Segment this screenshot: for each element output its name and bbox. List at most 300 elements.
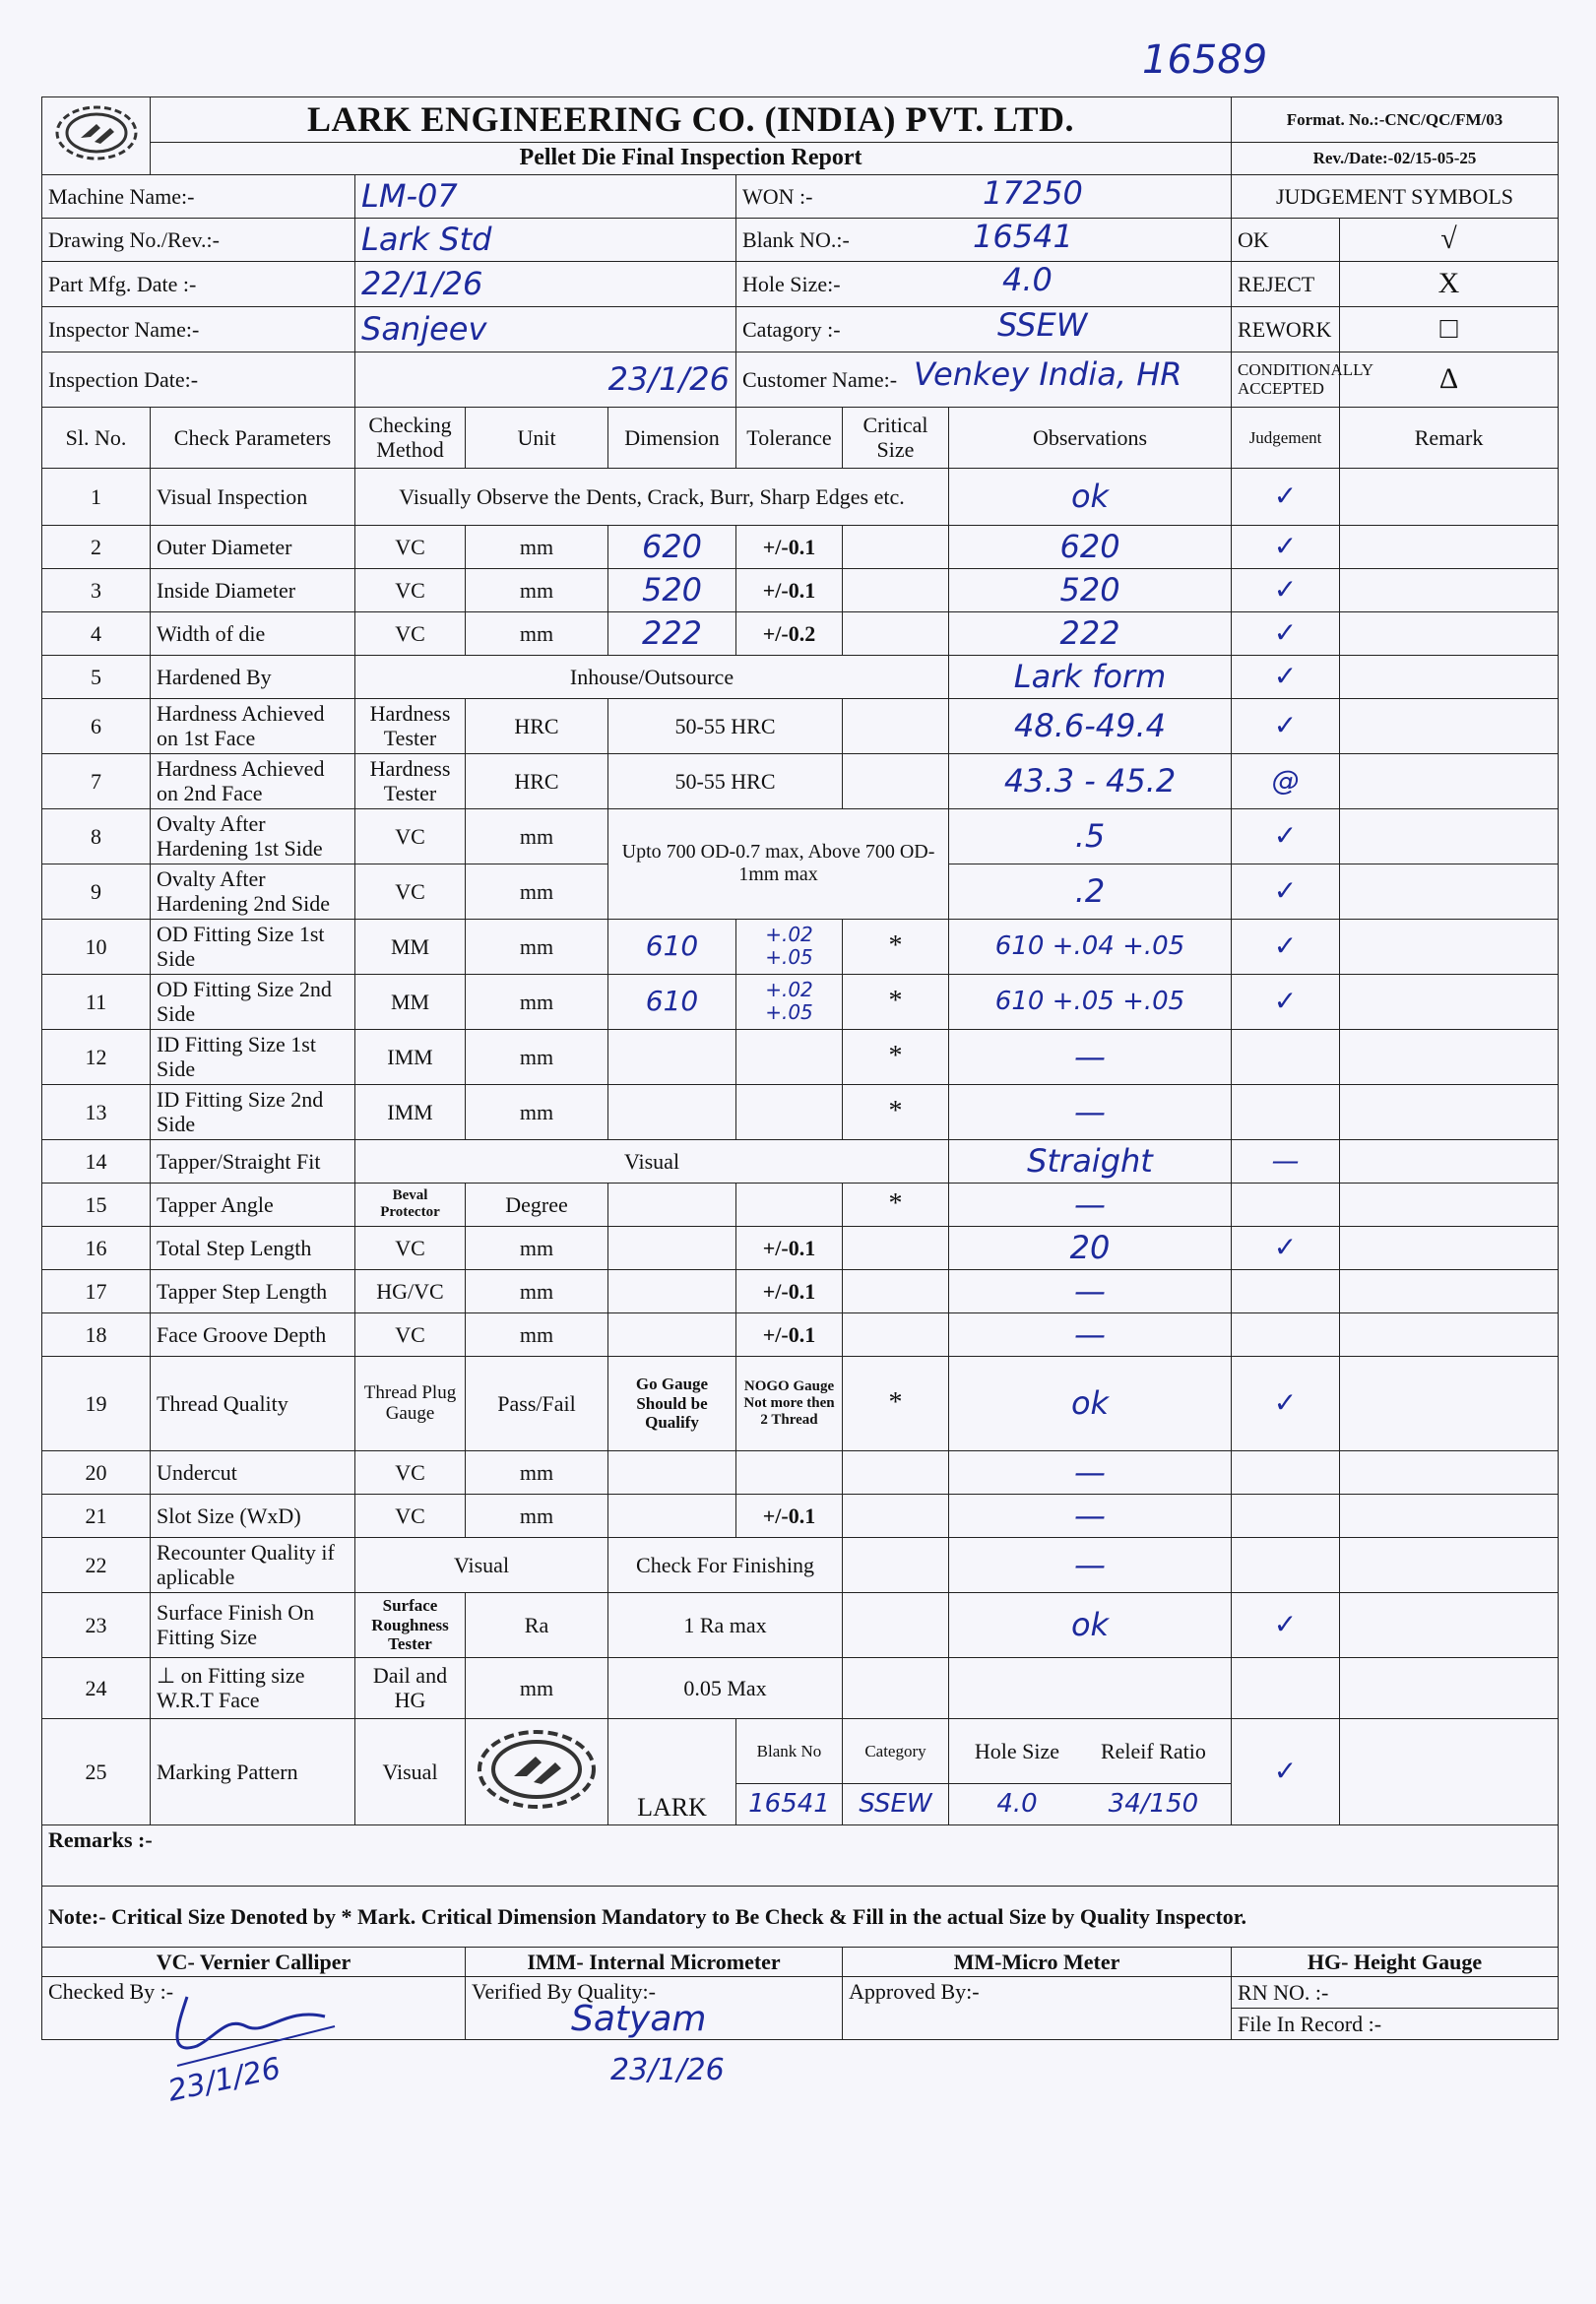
hole-size-label: Hole Size:- (742, 271, 841, 296)
dimension: 610 (608, 974, 736, 1029)
judgement-mark: @ (1232, 753, 1340, 808)
checked-by-date: 23/1/26 (164, 2051, 285, 2109)
dimension (608, 1084, 736, 1139)
critical-size (843, 1226, 949, 1269)
legend-imm: IMM- Internal Micrometer (466, 1947, 843, 1976)
remark (1340, 1139, 1559, 1183)
sl-no: 10 (42, 919, 151, 974)
table-row (42, 1356, 1559, 1450)
table-row (42, 1657, 1559, 1718)
inspection-date-label: Inspection Date:- (42, 352, 355, 407)
critical-size (843, 568, 949, 611)
blank-no-value: 16541 (973, 217, 1073, 255)
checking-method: Hardness Tester (355, 753, 466, 808)
remark (1340, 1312, 1559, 1356)
observation: — (949, 1029, 1232, 1084)
unit: mm (466, 1494, 608, 1537)
judgement-mark: ✓ (1232, 808, 1340, 864)
checking-method: VC (355, 1494, 466, 1537)
checked-by-label: Checked By :- (42, 1977, 466, 2040)
checking-method: IMM (355, 1084, 466, 1139)
critical-note: Note:- Critical Size Denoted by * Mark. Critical Dimension Mandatory to Be Check & Fill in the actual Size by Quality Inspector. (42, 1886, 1559, 1947)
sl-no: 18 (42, 1312, 151, 1356)
check-parameter: Hardened By (151, 655, 355, 698)
unit: mm (466, 1657, 608, 1718)
check-parameter: Tapper Step Length (151, 1269, 355, 1312)
marking-hole-header: Hole Size (974, 1738, 1060, 1763)
merged-spec: Visually Observe the Dents, Crack, Burr, Sharp Edges etc. (355, 468, 949, 525)
remark (1340, 468, 1559, 525)
sl-no: 19 (42, 1356, 151, 1450)
file-record-label: File In Record :- (1232, 2009, 1559, 2040)
table-row (42, 1226, 1559, 1269)
critical-mark: * (843, 1356, 949, 1450)
judgement-rework-label: REWORK (1232, 306, 1340, 352)
unit: mm (466, 808, 608, 864)
judgement-mark: ✓ (1232, 655, 1340, 698)
observation: — (949, 1183, 1232, 1226)
judgement-reject-label: REJECT (1232, 261, 1340, 306)
remark (1340, 568, 1559, 611)
sl-no: 5 (42, 655, 151, 698)
merged-spec: Inhouse/Outsource (355, 655, 949, 698)
dimension-tolerance: 50-55 HRC (608, 753, 843, 808)
unit: Ra (466, 1592, 608, 1657)
drawing-no-value: Lark Std (355, 218, 736, 261)
judgement-mark (1232, 1537, 1340, 1592)
unit: mm (466, 568, 608, 611)
format-number: Format. No.:-CNC/QC/FM/03 (1232, 97, 1559, 143)
critical-mark: * (843, 1029, 949, 1084)
table-row (42, 655, 1559, 698)
tolerance: +.02 +.05 (736, 974, 843, 1029)
sl-no: 17 (42, 1269, 151, 1312)
dimension: 610 (608, 919, 736, 974)
check-parameter: Total Step Length (151, 1226, 355, 1269)
critical-size (843, 1312, 949, 1356)
hole-size-cell (736, 261, 1232, 306)
sl-no: 12 (42, 1029, 151, 1084)
observation: — (949, 1312, 1232, 1356)
marking-category-value: SSEW (843, 1783, 949, 1824)
sl-no: 2 (42, 525, 151, 568)
sl-no: 1 (42, 468, 151, 525)
marking-blank-header: Blank No (736, 1718, 843, 1783)
tolerance: +/-0.1 (736, 1312, 843, 1356)
observation: Straight (949, 1139, 1232, 1183)
tolerance: NOGO Gauge Not more then 2 Thread (736, 1356, 843, 1450)
table-row (42, 1183, 1559, 1226)
marking-relief-value: 34/150 (1108, 1788, 1199, 1819)
sl-no: 14 (42, 1139, 151, 1183)
critical-size (843, 1657, 949, 1718)
sl-no: 22 (42, 1537, 151, 1592)
verified-by-label: Verified By Quality:- (466, 1977, 843, 2040)
checking-method: VC (355, 1450, 466, 1494)
report-title: Pellet Die Final Inspection Report (151, 143, 1232, 175)
judgement-mark: ✓ (1232, 525, 1340, 568)
judgement-conditional-label: CONDITIONALLY ACCEPTED (1232, 352, 1340, 407)
observation: 620 (949, 525, 1232, 568)
judgement-mark: ✓ (1232, 1226, 1340, 1269)
judgement-rework-symbol: □ (1340, 306, 1559, 352)
observation: .2 (949, 864, 1232, 919)
check-parameter: Face Groove Depth (151, 1312, 355, 1356)
check-parameter: Marking Pattern (151, 1718, 355, 1824)
checking-method: VC (355, 568, 466, 611)
remark (1340, 1537, 1559, 1592)
tolerance: +/-0.2 (736, 611, 843, 655)
remark (1340, 919, 1559, 974)
customer-label: Customer Name:- (742, 366, 898, 392)
merged-spec: Visual (355, 1139, 949, 1183)
checking-method: VC (355, 864, 466, 919)
dimension-tolerance: 50-55 HRC (608, 698, 843, 753)
table-row (42, 1592, 1559, 1657)
inspection-report (41, 96, 1558, 2040)
sl-no: 23 (42, 1592, 151, 1657)
remark (1340, 1084, 1559, 1139)
dimension: Go Gauge Should be Qualify (608, 1356, 736, 1450)
sl-no: 6 (42, 698, 151, 753)
checking-method: Beval Protector (355, 1183, 466, 1226)
judgement-mark: — (1232, 1139, 1340, 1183)
unit: mm (466, 919, 608, 974)
table-row (42, 1084, 1559, 1139)
check-parameter: Thread Quality (151, 1356, 355, 1450)
checking-method: MM (355, 919, 466, 974)
approved-by-label: Approved By:- (843, 1977, 1232, 2040)
tolerance: +/-0.1 (736, 1226, 843, 1269)
remark (1340, 1226, 1559, 1269)
critical-mark: * (843, 1084, 949, 1139)
table-row (42, 1494, 1559, 1537)
judgement-mark (1232, 1084, 1340, 1139)
check-parameter: ⊥ on Fitting size W.R.T Face (151, 1657, 355, 1718)
dimension: 520 (608, 568, 736, 611)
sl-no: 16 (42, 1226, 151, 1269)
mfg-date-label: Part Mfg. Date :- (42, 261, 355, 306)
col-tolerance: Tolerance (736, 407, 843, 468)
marking-blank-value: 16541 (736, 1783, 843, 1824)
check-parameter: Ovalty After Hardening 1st Side (151, 808, 355, 864)
unit: HRC (466, 753, 608, 808)
table-row (42, 808, 1559, 864)
lark-text: LARK (608, 1718, 736, 1824)
judgement-ok-symbol: √ (1340, 218, 1559, 261)
critical-mark: * (843, 974, 949, 1029)
judgement-mark: ✓ (1232, 468, 1340, 525)
verified-by-signature: Satyam (571, 1999, 707, 2039)
unit: Degree (466, 1183, 608, 1226)
critical-size (843, 1494, 949, 1537)
remark (1340, 864, 1559, 919)
table-row (42, 468, 1559, 525)
sl-no: 20 (42, 1450, 151, 1494)
sl-no: 9 (42, 864, 151, 919)
observation: 43.3 - 45.2 (949, 753, 1232, 808)
checking-method: VC (355, 1226, 466, 1269)
customer-cell (736, 352, 1232, 407)
remark (1340, 611, 1559, 655)
sl-no: 4 (42, 611, 151, 655)
unit: mm (466, 1450, 608, 1494)
unit: mm (466, 611, 608, 655)
critical-size (843, 1269, 949, 1312)
judgement-mark: ✓ (1232, 1592, 1340, 1657)
gear-logo-icon (473, 1727, 601, 1812)
legend-vc: VC- Vernier Calliper (42, 1947, 466, 1976)
observation (949, 1657, 1232, 1718)
remark (1340, 1029, 1559, 1084)
remark (1340, 1356, 1559, 1450)
judgement-mark: ✓ (1232, 864, 1340, 919)
judgement-reject-symbol: X (1340, 261, 1559, 306)
check-parameter: OD Fitting Size 1st Side (151, 919, 355, 974)
table-row (42, 568, 1559, 611)
judgement-mark (1232, 1450, 1340, 1494)
remark (1340, 655, 1559, 698)
sl-no: 3 (42, 568, 151, 611)
dimension (608, 1226, 736, 1269)
unit: mm (466, 1269, 608, 1312)
check-parameter: Width of die (151, 611, 355, 655)
checking-method: IMM (355, 1029, 466, 1084)
tolerance: +/-0.1 (736, 525, 843, 568)
check-parameter: Ovalty After Hardening 2nd Side (151, 864, 355, 919)
col-check-parameters: Check Parameters (151, 407, 355, 468)
check-parameter: ID Fitting Size 1st Side (151, 1029, 355, 1084)
tolerance (736, 1183, 843, 1226)
observation: — (949, 1084, 1232, 1139)
critical-size (843, 1592, 949, 1657)
customer-value: Venkey India, HR (914, 354, 1182, 393)
check-parameter: Slot Size (WxD) (151, 1494, 355, 1537)
dimension-tolerance: Check For Finishing (608, 1537, 843, 1592)
critical-size (843, 698, 949, 753)
inspection-date-value: 23/1/26 (355, 352, 736, 407)
checking-method: Hardness Tester (355, 698, 466, 753)
judgement-mark (1232, 1269, 1340, 1312)
marking-headers (949, 1718, 1232, 1783)
dimension (608, 1269, 736, 1312)
tolerance: +/-0.1 (736, 1269, 843, 1312)
unit: mm (466, 1226, 608, 1269)
observation: .5 (949, 808, 1232, 864)
remarks-label: Remarks :- (42, 1824, 1559, 1886)
col-unit: Unit (466, 407, 608, 468)
check-parameter: Visual Inspection (151, 468, 355, 525)
tolerance: +/-0.1 (736, 568, 843, 611)
won-value: 17250 (983, 173, 1083, 212)
tolerance (736, 1084, 843, 1139)
won-label: WON :- (742, 183, 813, 209)
table-row (42, 1718, 1559, 1783)
unit: Pass/Fail (466, 1356, 608, 1450)
observation: — (949, 1450, 1232, 1494)
table-row (42, 1450, 1559, 1494)
marking-relief-header: Releif Ratio (1100, 1738, 1206, 1763)
remark (1340, 974, 1559, 1029)
checking-method: HG/VC (355, 1269, 466, 1312)
dimension (608, 1312, 736, 1356)
dimension-tolerance: 0.05 Max (608, 1657, 843, 1718)
critical-mark: * (843, 919, 949, 974)
verified-by-date: 23/1/26 (610, 2053, 725, 2087)
legend-mm: MM-Micro Meter (843, 1947, 1232, 1976)
remark (1340, 1494, 1559, 1537)
critical-mark: * (843, 1183, 949, 1226)
dimension (608, 1450, 736, 1494)
unit: mm (466, 1312, 608, 1356)
ovalty-spec: Upto 700 OD-0.7 max, Above 700 OD-1mm max (608, 808, 949, 919)
dimension (608, 1029, 736, 1084)
dimension: 222 (608, 611, 736, 655)
marking-values (949, 1783, 1232, 1824)
judgement-conditional-symbol: Δ (1340, 352, 1559, 407)
observation: ok (949, 1356, 1232, 1450)
sl-no: 24 (42, 1657, 151, 1718)
table-row (42, 698, 1559, 753)
judgement-mark (1232, 1494, 1340, 1537)
unit: mm (466, 1029, 608, 1084)
remark (1340, 1657, 1559, 1718)
machine-name-value: LM-07 (355, 174, 736, 218)
table-row (42, 974, 1559, 1029)
sl-no: 25 (42, 1718, 151, 1824)
gear-logo-icon (51, 102, 142, 163)
inspector-name-label: Inspector Name:- (42, 306, 355, 352)
observation: — (949, 1537, 1232, 1592)
judgement-mark: ✓ (1232, 1718, 1340, 1824)
remark (1340, 1592, 1559, 1657)
judgement-ok-label: OK (1232, 218, 1340, 261)
check-parameter: Surface Finish On Fitting Size (151, 1592, 355, 1657)
dimension-tolerance: 1 Ra max (608, 1592, 843, 1657)
sl-no: 15 (42, 1183, 151, 1226)
table-row (42, 1139, 1559, 1183)
won-cell (736, 174, 1232, 218)
observation: — (949, 1269, 1232, 1312)
checking-method: VC (355, 808, 466, 864)
observation: — (949, 1494, 1232, 1537)
marking-hole-value: 4.0 (996, 1788, 1038, 1819)
judgement-mark: ✓ (1232, 568, 1340, 611)
drawing-no-label: Drawing No./Rev.:- (42, 218, 355, 261)
judgement-mark (1232, 1312, 1340, 1356)
sl-no: 11 (42, 974, 151, 1029)
check-parameter: Hardness Achieved on 1st Face (151, 698, 355, 753)
critical-size (843, 525, 949, 568)
category-label: Catagory :- (742, 316, 841, 342)
check-parameter: Undercut (151, 1450, 355, 1494)
remark (1340, 753, 1559, 808)
col-remark: Remark (1340, 407, 1559, 468)
critical-size (843, 1537, 949, 1592)
company-name: LARK ENGINEERING CO. (INDIA) PVT. LTD. (151, 97, 1232, 143)
check-parameter: Tapper Angle (151, 1183, 355, 1226)
observation: 20 (949, 1226, 1232, 1269)
observation: 222 (949, 611, 1232, 655)
checking-method: Visual (355, 1537, 608, 1592)
judgement-mark: ✓ (1232, 611, 1340, 655)
judgement-mark: ✓ (1232, 698, 1340, 753)
check-parameter: Recounter Quality if aplicable (151, 1537, 355, 1592)
checking-method: Thread Plug Gauge (355, 1356, 466, 1450)
table-row (42, 919, 1559, 974)
top-serial-number: 16589 (1142, 37, 1268, 83)
col-observations: Observations (949, 407, 1232, 468)
dimension (608, 1494, 736, 1537)
observation: ok (949, 468, 1232, 525)
judgement-mark (1232, 1029, 1340, 1084)
checking-method: Surface Roughness Tester (355, 1592, 466, 1657)
check-parameter: ID Fitting Size 2nd Side (151, 1084, 355, 1139)
unit: HRC (466, 698, 608, 753)
inspector-name-value: Sanjeev (355, 306, 736, 352)
legend-hg: HG- Height Gauge (1232, 1947, 1559, 1976)
checking-method: VC (355, 611, 466, 655)
checking-method: MM (355, 974, 466, 1029)
checking-method: Visual (355, 1718, 466, 1824)
judgement-mark: ✓ (1232, 919, 1340, 974)
checking-method: VC (355, 1312, 466, 1356)
remark (1340, 1183, 1559, 1226)
col-judgement: Judgement (1232, 407, 1340, 468)
sl-no: 21 (42, 1494, 151, 1537)
blank-no-label: Blank NO.:- (742, 226, 850, 252)
remark (1340, 808, 1559, 864)
checking-method: Dail and HG (355, 1657, 466, 1718)
blank-no-cell (736, 218, 1232, 261)
hole-size-value: 4.0 (1002, 260, 1053, 298)
table-row (42, 1537, 1559, 1592)
judgement-mark: ✓ (1232, 1356, 1340, 1450)
check-parameter: Hardness Achieved on 2nd Face (151, 753, 355, 808)
observation: 520 (949, 568, 1232, 611)
dimension: 620 (608, 525, 736, 568)
remark (1340, 1269, 1559, 1312)
critical-size (843, 1450, 949, 1494)
tolerance (736, 1450, 843, 1494)
observation: 610 +.05 +.05 (949, 974, 1232, 1029)
judgement-mark (1232, 1657, 1340, 1718)
observation: Lark form (949, 655, 1232, 698)
marking-category-header: Category (843, 1718, 949, 1783)
observation: ok (949, 1592, 1232, 1657)
col-critical-size: Critical Size (843, 407, 949, 468)
machine-name-label: Machine Name:- (42, 174, 355, 218)
checking-method: VC (355, 525, 466, 568)
table-row (42, 1269, 1559, 1312)
tolerance: +/-0.1 (736, 1494, 843, 1537)
col-dimension: Dimension (608, 407, 736, 468)
category-value: SSEW (997, 305, 1088, 344)
table-row (42, 525, 1559, 568)
marking-logo (466, 1718, 608, 1824)
category-cell (736, 306, 1232, 352)
remark (1340, 525, 1559, 568)
judgement-mark: ✓ (1232, 974, 1340, 1029)
table-row (42, 1029, 1559, 1084)
remark (1340, 1718, 1559, 1824)
unit: mm (466, 974, 608, 1029)
mfg-date-value: 22/1/26 (355, 261, 736, 306)
remark (1340, 1450, 1559, 1494)
dimension (608, 1183, 736, 1226)
check-parameter: Outer Diameter (151, 525, 355, 568)
observation: 610 +.04 +.05 (949, 919, 1232, 974)
